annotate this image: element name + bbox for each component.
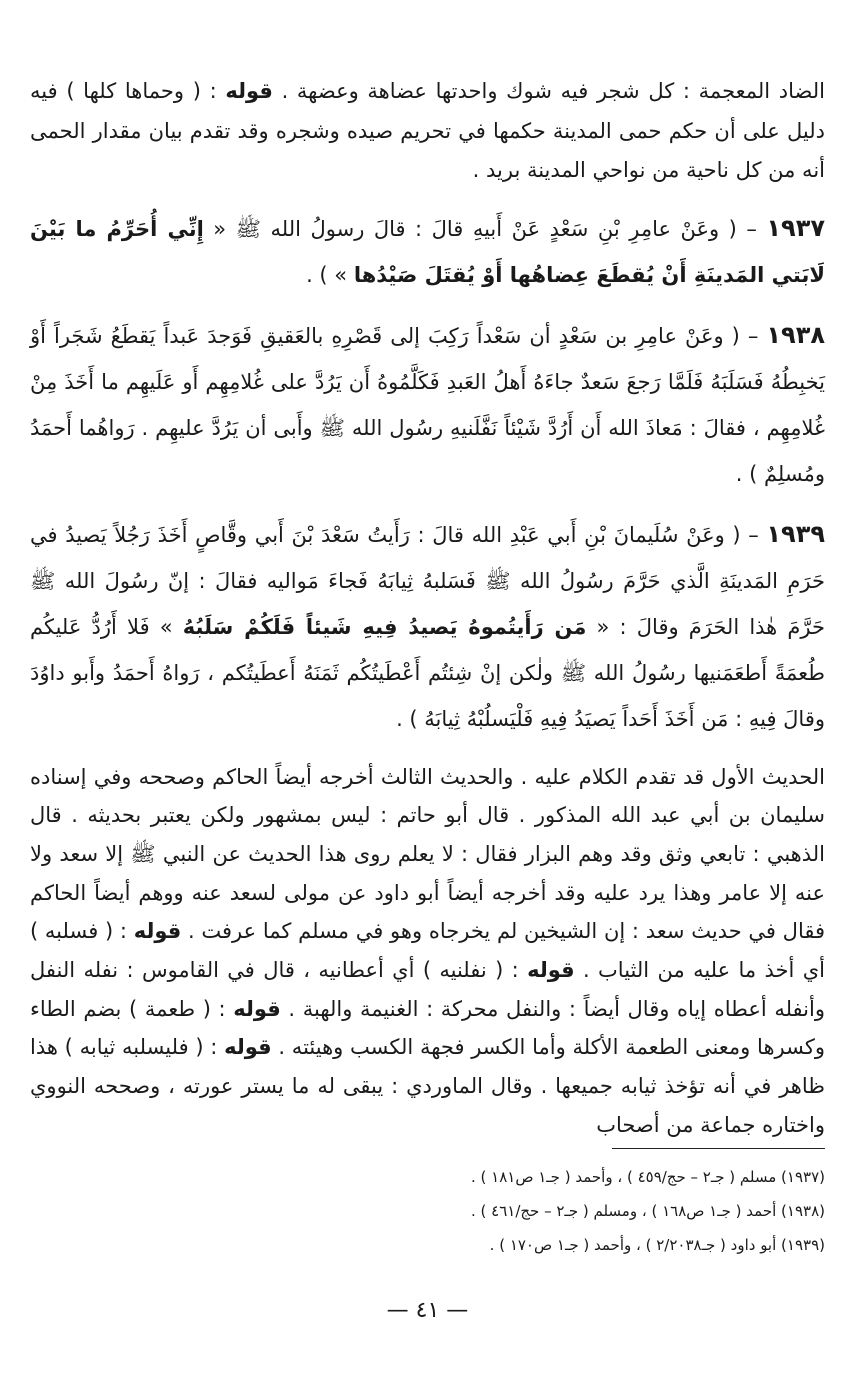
commentary-label: قوله bbox=[133, 919, 182, 944]
footnote-1937: (١٩٣٧) مسلم ( جـ٢ – حج/٤٥٩ ) ، وأحمد ( جـ١ ص١٨١ ) . bbox=[470, 1168, 825, 1186]
commentary-text: : ( نفلنيه ) أي أعطانيه ، قال في القاموس : نفله النفل وأنفله أعطاه إياه وقال أيضاً : والنفل محركة : الغنيمة والهبة . bbox=[30, 958, 825, 1021]
commentary-label: قوله bbox=[527, 958, 575, 983]
hadith-quote: مَن رَأَيتُموهُ يَصيدُ فِيهِ شَيئاً فَلَكُمْ سَلَبُهُ bbox=[182, 614, 587, 639]
intro-paragraph bbox=[30, 72, 825, 191]
intro-text-a: الضاد المعجمة : كل شجر فيه شوك واحدتها عضاهة وعضهة . bbox=[272, 79, 825, 103]
hadith-number: ١٩٣٧ bbox=[766, 213, 825, 242]
commentary-text: : ( فسلبه ) أي أخذ ما عليه من الثياب . bbox=[30, 919, 825, 983]
commentary-paragraph bbox=[30, 758, 825, 1145]
hadith-text-a: – ( وعَنْ عامِرِ بْنِ سَعْدٍ عَنْ أَبيهِ قالَ : قالَ رسولُ الله ﷺ « bbox=[203, 216, 767, 241]
commentary-label: قوله bbox=[233, 996, 281, 1021]
footnotes bbox=[30, 1160, 825, 1262]
footnote-1939: (١٩٣٩) أبو داود ( جـ٢/٢٠٣٨ ) ، وأحمد ( جـ١ ص١٧٠ ) . bbox=[489, 1236, 825, 1254]
commentary-text: : ( طعمة ) بضم الطاء وكسرها ومعنى الطعمة الأكلة وأما الكسر فجهة الكسب وهيئته . bbox=[30, 996, 825, 1060]
commentary-text: : ( فليسلبه ثيابه ) هذا ظاهر في أنه تؤخذ ثيابه جميعها . وقال الماوردي : يبقى له ما يستر عورته ، وصححه النووي واختاره جماعة من أصحاب bbox=[30, 1035, 825, 1137]
intro-label: قوله bbox=[225, 79, 273, 103]
commentary-text: الحديث الأول قد تقدم الكلام عليه . والحديث الثالث أخرجه أيضاً الحاكم وصححه وفي إسناده سليمان بن أبي عبد الله المذكور . قال أبو حاتم : ليس بمشهور ولكن يعتبر بحديثه . قال الذهبي : تابعي وثق وقد وهم البزار فقال : لا يعلم روى هذا الحديث عن النبي ﷺ إلا سعد ولا عنه إلا عامر وهذا يرد عليه وقد أخرجه أيضاً أبو داود عن مولى لسعد عنه ووهم أيضاً الحاكم فقال في حديث سعد : إن الشيخين لم يخرجاه وهو في مسلم كما عرفت . bbox=[30, 764, 825, 944]
hadith-number: ١٩٣٨ bbox=[766, 320, 825, 349]
hadith-text-a: – ( وعَنْ سُلَيمانَ بْنِ أَبي عَبْدِ الله قالَ : رَأَيتُ سَعْدَ بْنَ أَبي وقَّاصٍ أَخَذَ رَجُلاً يَصيدُ في حَرَمِ المَدينَةِ الَّذي حَرَّمَ رسُولُ الله ﷺ فَسَلبهُ ثِيابَهُ فَجاءَ مَواليه فقالَ : إنّ رسُولَ الله ﷺ حَرَّمَ هٰذا الحَرَمَ وقالَ : « bbox=[30, 522, 825, 639]
hadith-text-a: – ( وعَنْ عامِرِ بن سَعْدٍ أن سَعْداً رَكِبَ إلى قَصْرِهِ بالعَقيقِ فَوَجدَ عَبداً يَقطَعُ شَجَراً أَوْ يَخبِطُهُ فَسَلَبَهُ فَلَمَّا رَجعَ سَعدٌ جاءَهُ أَهلُ العَبدِ فَكَلَّمُوهُ أَن يَرُدَّ على غُلامِهِم أَو عَلَيهِم ما أَخَذَ مِنْ غُلامِهِم ، فقالَ : مَعاذَ الله أَن أَرُدَّ شَيْئاً نَفَّلَنيهِ رسُول الله ﷺ وأَبى أن يَرُدَّ عليهِم . رَواهُما أَحمَدُ ومُسلِمٌ ) . bbox=[30, 323, 825, 486]
hadith-number: ١٩٣٩ bbox=[766, 519, 825, 548]
intro-text-b: : ( وحماها كلها ) فيه دليل على أن حكم حمى المدينة حكمها في تحريم صيده وشجره وقد تقدم بيان مقدار الحمى أنه من كل ناحية من نواحي المدينة بريد . bbox=[30, 79, 825, 182]
page-number: — ٤١ — bbox=[386, 1298, 469, 1323]
page-body bbox=[30, 72, 825, 1145]
hadith-quote: إِنِّي أُحَرِّمُ ما بَيْنَ لَابَتي المَدينَةِ أَنْ يُقطَعَ عِضاهُها أَوْ يُقتَلَ صَيْدُها bbox=[30, 216, 825, 287]
footnote-divider bbox=[612, 1148, 825, 1149]
hadith-1938 bbox=[30, 312, 825, 497]
hadith-text-b: » فَلا أَرُدُّ عَليكُم طُعمَةً أَطعَمَنيها رسُولُ الله ﷺ ولٰكن إنْ شِئتُم أَعْطَيتُكُم ثَمَنَهُ أَعطَيتُكم ، رَواهُ أَحمَدُ وأَبو داوُدَ وقالَ فِيهِ : مَن أَخَذَ أَحَداً يَصيَدُ فِيهِ فَلْيَسلُبْهُ ثِيابَهُ ) . bbox=[30, 614, 825, 731]
footnote-1938: (١٩٣٨) أحمد ( جـ١ ص١٦٨ ) ، ومسلم ( جـ٢ – حج/٤٦١ ) . bbox=[470, 1202, 825, 1220]
hadith-text-b: » ) . bbox=[306, 262, 354, 287]
hadith-1937 bbox=[30, 205, 825, 298]
hadith-1939 bbox=[30, 511, 825, 742]
commentary-label: قوله bbox=[224, 1035, 272, 1060]
